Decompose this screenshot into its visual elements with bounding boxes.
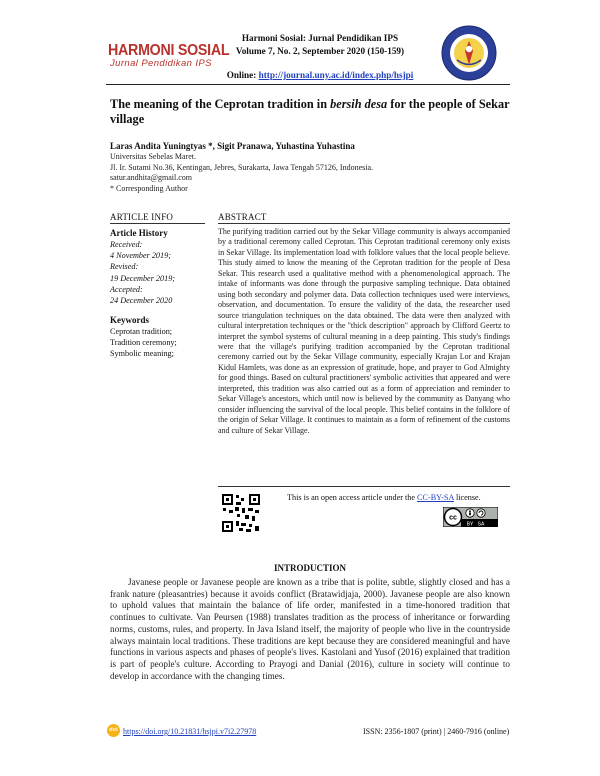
history-entry: 19 December 2019; [110,273,176,283]
article-title: The meaning of the Ceprotan tradition in bersih desa for the people of Sekar village [110,97,510,126]
affiliation: Universitas Sebelas Maret. [110,152,196,161]
introduction-paragraph: Javanese people or Javanese people are known as a tribe that is polite, subtle, slightly closed and has a frank nature (pleasantries) because it avoids conflict (Bratawidjaja, 2000). Javanese people are also known to uphold values that maintain the balance of life order, manifested in a time-honored tradition that continues to cultivate. Van Peursen (1988) translates tradition as the process of inheritance or forwarding norms, customs, rules, and property. In Java Island itself, the majority of people who live in the countryside always maintain local traditions. These traditions are kept because they are considered meaningful and have functions in various aspects and phases of people's lives. Kastolani and Yusof (2016) explained that tradition is part of people's culture. According to Prayogi and Danial (2016), culture in society will continue to develop in accordance with the changing times. [110,577,510,681]
introduction-heading: INTRODUCTION [273,563,346,573]
keyword: Ceprotan tradition; [110,327,173,336]
history-list [110,239,175,306]
abstract-rule [218,223,510,224]
abstract-heading: ABSTRACT [218,212,267,222]
online-line [205,70,435,80]
doi-icon: doi [107,724,120,737]
journal-logo-subtitle: Jurnal Pendidikan IPS [110,58,212,69]
keywords-list [110,327,177,359]
affiliation-block [110,152,373,194]
journal-name: Harmoni Sosial: Jurnal Pendidikan IPS [241,33,399,43]
sa-label: SA [477,521,485,527]
header-divider [106,84,510,85]
license-text: This is an open access article under the CC-BY-SA license. [287,493,481,502]
journal-logo-text: HARMONI SOSIAL [108,42,230,59]
cc-by-sa-link[interactable]: CC-BY-SA [417,493,454,502]
abstract-text: The purifying tradition carried out by the Sekar Village community is always accompanied by a traditional ceremony called Ceprotan. This Ceprotan traditional ceremony only exists in Sekar Village. Its implementation load with folklore values that the local people believe. This study aimed to know the meaning of the Ceprotan tradition for the people of Desa Sekar. This research used a qualitative method with a phenomenological approach. The intake of informants was done through the purposive sampling technique. Data obtained using both secondary and polymer data. Data collection techniques used were interviews, observation, and documentation. To ensure the validity of the data, the researcher used source triangulation techniques on the data obtained. The data were then analyzed with cultural interpretation techniques or the "thick description" approach by Clifford Geertz to interpret the symbol systems of cultural meaning in a deep painting. This study's findings were that the village's purifying tradition accompanied by the Ceprotan traditional ceremony carried out by the Sekar Village community, especially Krajan Lor and Krajan Kidul Hamlets, was done as an expression of gratitude, hope, and prayer to God Almighty for good things. Based on cultural practitioners' symbolic activities that appeared and were interpreted, this tradition was also carried out as a form of appreciation and reminder to Sekar Village's ancestors, which until now is believed by the community as Danyang who consider influencing the survival of the local people. This belief contains in the folklore of the origin of Sekar Village. It continues to maintain as a form of refinement of the customs and culture of Sekar Village. [218,227,510,435]
history-entry: 24 December 2020 [110,296,173,306]
cc-label: cc [449,514,457,522]
journal-url-link[interactable]: http://journal.uny.ac.id/index.php/hsjpi [258,70,414,80]
author-list: Laras Andita Yuningtyas *, Sigit Pranawa, Yuhastina Yuhastina [110,141,355,151]
issn-text: ISSN: 2356-1807 (print) | 2460-7916 (online) [363,727,510,736]
by-label: BY [466,521,474,527]
abstract-bottom-rule [218,486,510,487]
corresponding-note: * Corresponding Author [110,183,188,193]
keyword: Tradition ceremony; [110,337,177,347]
title-italic: bersih desa [330,97,388,111]
article-info-heading: ARTICLE INFO [110,212,174,222]
journal-header [205,32,435,57]
keywords-heading: Keywords [110,315,149,325]
volume-line: Volume 7, No. 2, September 2020 (150-159) [235,45,405,56]
address: Jl. Ir. Sutami No.36, Kentingan, Jebres, Surakarta, Jawa Tengah 57126, Indonesia. [110,162,374,172]
qr-code-icon [221,493,261,533]
university-seal-icon [440,24,498,82]
email: satur.andhita@gmail.com [110,173,193,182]
history-heading: Article History [110,228,168,238]
keyword: Symbolic meaning; [110,348,174,358]
doi-link[interactable]: https://doi.org/10.21831/hsjpi.v7i2.27978 [123,727,257,736]
online-label: Online: [226,70,259,80]
info-rule [110,223,205,224]
history-entry: 4 November 2019; [110,251,171,261]
cc-by-sa-badge-icon[interactable] [443,507,498,527]
history-entry: Received: [110,240,143,249]
history-entry: Accepted: [110,284,143,294]
history-entry: Revised: [110,262,139,272]
doi-line [123,727,256,736]
